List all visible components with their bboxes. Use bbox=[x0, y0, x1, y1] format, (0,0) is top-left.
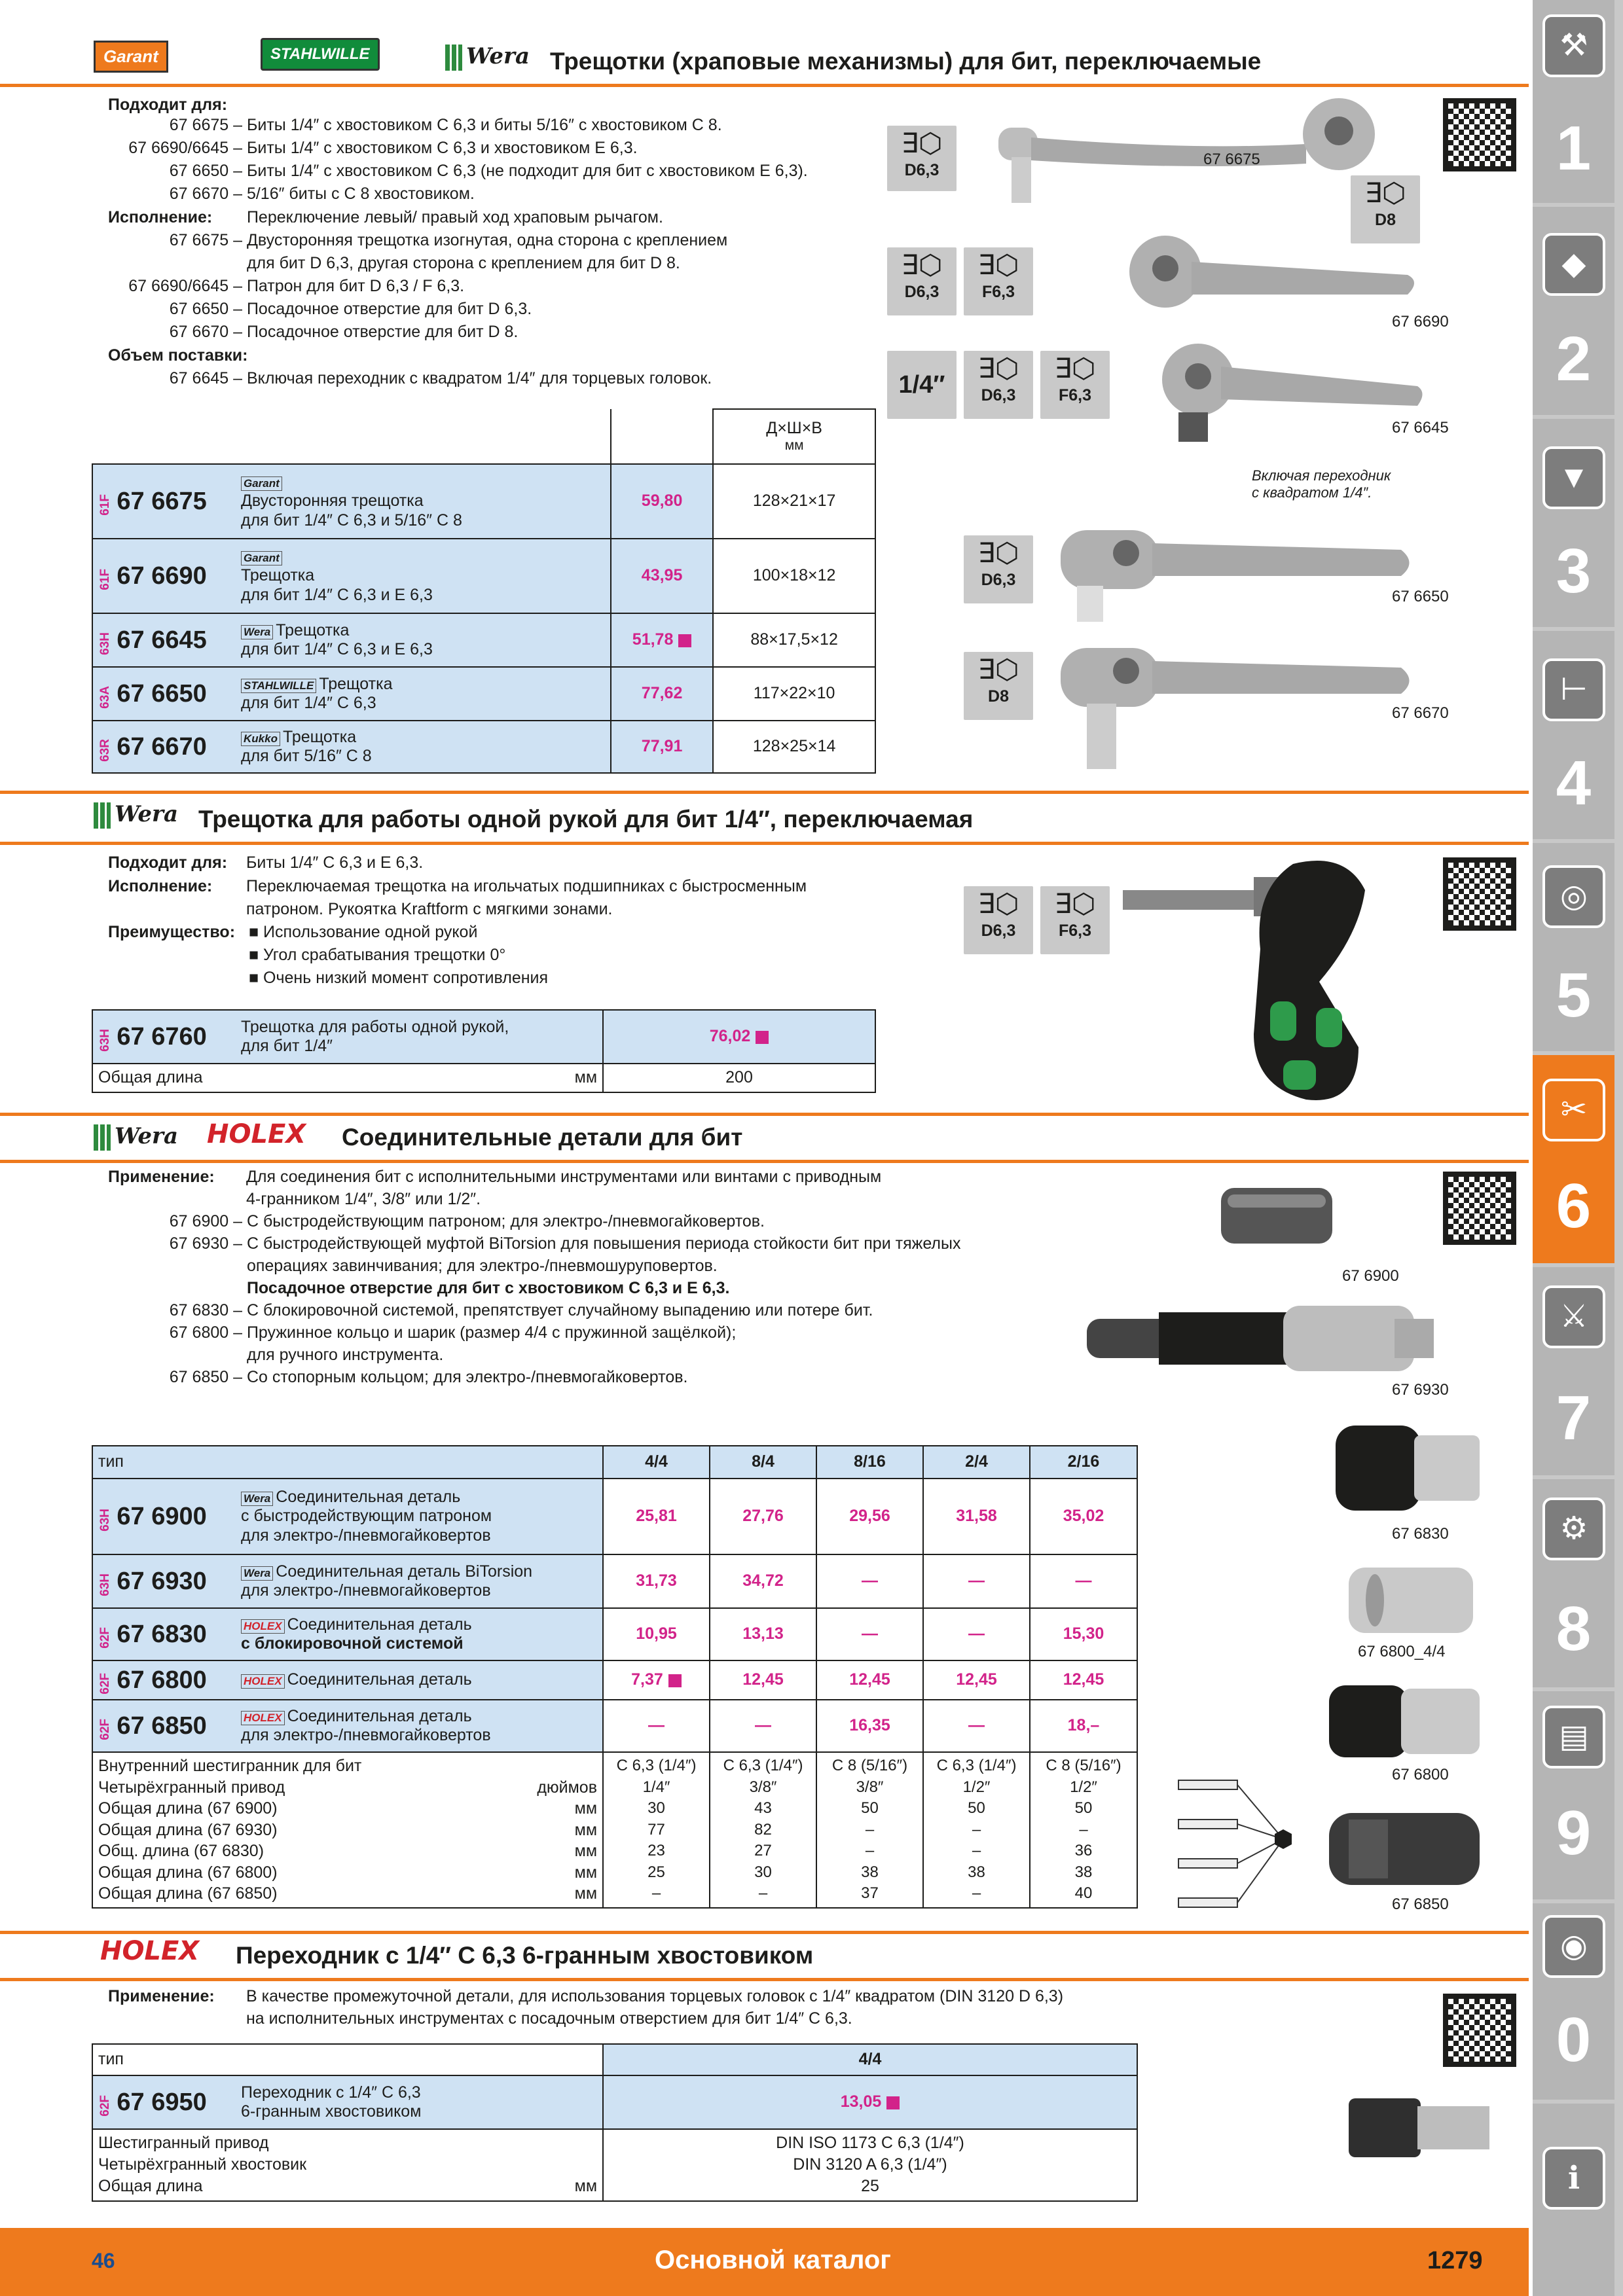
spec-label: Четырёхгранный привод дюймов bbox=[98, 1778, 597, 1797]
tab-number: 7 bbox=[1556, 1383, 1592, 1453]
price: 13,05 bbox=[603, 2075, 1137, 2129]
dim-header: Д×Ш×В bbox=[766, 418, 822, 437]
adapter-price-table bbox=[92, 2043, 1138, 2202]
price: — bbox=[1030, 1554, 1137, 1608]
dim-unit: мм bbox=[784, 438, 804, 454]
spec-label: Шестигранный привод bbox=[98, 2134, 269, 2152]
wera-logo: Wera bbox=[94, 1123, 178, 1151]
table-row: 62F 67 6850 HOLEX Соединительная деталь для электро-/пневмогайковертов — — 16,35 — 18,– bbox=[92, 1700, 1137, 1752]
tool-board-icon: ⚙ bbox=[1542, 1498, 1605, 1560]
price: 76,02 bbox=[603, 1010, 875, 1064]
qr-code[interactable] bbox=[1443, 1172, 1516, 1245]
bit-code-badge: ∃⬡ F6,3 bbox=[1040, 351, 1110, 419]
spec-label: Общая длина (67 6900) мм bbox=[98, 1799, 597, 1818]
product-label: 67 6830 bbox=[1392, 1525, 1449, 1543]
article-number: 67 6850 bbox=[117, 1712, 207, 1740]
price: 51,78 bbox=[611, 613, 713, 667]
price: 43,95 bbox=[611, 539, 713, 613]
garant-logo: Garant bbox=[94, 41, 168, 73]
app-line: для ручного инструмента. bbox=[246, 1346, 444, 1364]
execution-label: Исполнение: bbox=[108, 877, 213, 895]
fits-text: Биты 1/4″ C 6,3 и E 6,3. bbox=[246, 853, 424, 872]
spec-label: Общая длина мм bbox=[98, 2177, 597, 2195]
price: — bbox=[816, 1608, 923, 1660]
size-header: 8/16 bbox=[816, 1446, 923, 1479]
tab-number: 2 bbox=[1556, 324, 1592, 394]
app-line-bold: Посадочное отверстие для бит с хвостовиком C 6,3 и E 6,3. bbox=[246, 1279, 730, 1297]
type-label: тип bbox=[92, 1446, 603, 1479]
app-text: В качестве промежуточной детали, для использования торцевых головок с 1/4″ квадратом (DIN 3120 D 6,3) bbox=[246, 1987, 1064, 2005]
connector-image bbox=[1221, 1178, 1339, 1250]
dims: 117×22×10 bbox=[713, 667, 875, 721]
section-divider bbox=[0, 842, 1529, 845]
holder-icon: ▼ bbox=[1542, 446, 1605, 509]
brand-logo: Kukko bbox=[241, 732, 280, 746]
saw-blade-icon: ◎ bbox=[1542, 865, 1605, 928]
wrench-screwdriver-icon: ✂ bbox=[1542, 1079, 1605, 1141]
price: — bbox=[816, 1554, 923, 1608]
article-number: 67 6950 bbox=[117, 2088, 207, 2116]
tab-number: 1 bbox=[1556, 113, 1592, 183]
app-line: 67 6930 – С быстродействующей муфтой BiTorsion для повышения периода стойкости бит при тяжелых bbox=[169, 1234, 961, 1253]
section-divider bbox=[0, 791, 1529, 794]
table-row: 62F 67 6830 HOLEX Соединительная деталь с блокировочной системой 10,95 13,13 — — 15,30 bbox=[92, 1608, 1137, 1660]
product-label: 67 6800 bbox=[1392, 1766, 1449, 1784]
price: 31,73 bbox=[603, 1554, 710, 1608]
article-number: 67 6830 bbox=[117, 1620, 207, 1648]
size-header: 4/4 bbox=[603, 2044, 1137, 2075]
fits-line: 67 6670 – 5/16″ биты с C 8 хвостовиком. bbox=[169, 185, 475, 203]
price: 59,80 bbox=[611, 464, 713, 539]
connector-image bbox=[1329, 1682, 1486, 1761]
connector-price-table bbox=[92, 1445, 1138, 1909]
price: — bbox=[603, 1700, 710, 1752]
price: 12,45 bbox=[923, 1660, 1030, 1700]
section-divider bbox=[0, 1978, 1529, 1981]
pliers-icon: ⚔ bbox=[1542, 1285, 1605, 1348]
app-text: на исполнительных инструментах с посадочным отверстием для бит 1/4″ C 6,3. bbox=[246, 2009, 852, 2028]
safety-goggles-icon: ◉ bbox=[1542, 1915, 1605, 1978]
price: — bbox=[710, 1700, 816, 1752]
bit-code-badge: 1/4″ bbox=[887, 351, 957, 419]
spec-value: 25 bbox=[861, 2177, 879, 2195]
section-divider bbox=[0, 1160, 1529, 1163]
tab-number: 4 bbox=[1556, 748, 1592, 818]
section-divider bbox=[0, 84, 1529, 87]
bit-code-badge: ∃⬡ D6,3 bbox=[964, 351, 1033, 419]
spec-value: 200 bbox=[603, 1064, 875, 1092]
advantage-item: ■ Очень низкий момент сопротивления bbox=[249, 969, 549, 987]
tab-number: 0 bbox=[1556, 2005, 1592, 2075]
app-line: 67 6850 – Со стопорным кольцом; для электро-/пневмогайковертов. bbox=[169, 1368, 688, 1386]
advantage-item: ■ Использование одной рукой bbox=[249, 923, 478, 941]
product-label: 67 6900 bbox=[1342, 1267, 1399, 1285]
holex-logo: HOLEX bbox=[100, 1936, 200, 1966]
tab-number: 6 bbox=[1556, 1171, 1592, 1241]
product-label: 67 6690 bbox=[1392, 313, 1449, 331]
qr-code[interactable] bbox=[1443, 98, 1516, 171]
exec-text: патроном. Рукоятка Kraftform с мягкими зонами. bbox=[246, 900, 613, 918]
net-price-marker bbox=[668, 1674, 682, 1687]
spec-label: Общая длина (67 6850) мм bbox=[98, 1884, 597, 1903]
connector-image bbox=[1087, 1296, 1440, 1381]
onehand-price-table bbox=[92, 1009, 876, 1093]
app-text: 4-гранником 1/4″, 3/8″ или 1/2″. bbox=[246, 1190, 481, 1208]
brand-logo: Wera bbox=[241, 1492, 273, 1506]
brand-logo: STAHLWILLE bbox=[241, 679, 316, 693]
connector-image bbox=[1336, 1419, 1486, 1517]
net-price-marker bbox=[886, 2096, 900, 2109]
price: 10,95 bbox=[603, 1608, 710, 1660]
size-header: 4/4 bbox=[603, 1446, 710, 1479]
table-row: 63H 67 6900 Wera Соединительная деталь с быстродействующим патроном для электро-/пневмогайковертов 25,81 27,76 29,56 31,58 35,02 bbox=[92, 1479, 1137, 1554]
bit-code-badge: ∃⬡ D6,3 bbox=[964, 535, 1033, 603]
bit-code-badge: ∃⬡ D6,3 bbox=[887, 247, 957, 315]
application-label: Применение: bbox=[108, 1987, 215, 2005]
price: 12,45 bbox=[710, 1660, 816, 1700]
price: 77,91 bbox=[611, 721, 713, 773]
wera-logo: Wera bbox=[445, 43, 530, 71]
price: 15,30 bbox=[1030, 1608, 1137, 1660]
exec-text: Переключаемая трещотка на игольчатых подшипниках с быстросменным bbox=[246, 877, 807, 895]
brand-logo: HOLEX bbox=[241, 1674, 285, 1689]
table-row: 62F 67 6950 Переходник с 1/4″ C 6,3 6-гранным хвостовиком 13,05 bbox=[92, 2075, 1137, 2129]
price: 16,35 bbox=[816, 1700, 923, 1752]
brand-logo: Garant bbox=[241, 551, 282, 565]
article-number: 67 6675 bbox=[117, 487, 207, 515]
dims: 100×18×12 bbox=[713, 539, 875, 613]
fits-label: Подходит для: bbox=[108, 96, 228, 114]
drill-icon: ⚒ bbox=[1542, 14, 1605, 77]
advantage-item: ■ Угол срабатывания трещотки 0° bbox=[249, 946, 506, 964]
product-label: 67 6800_4/4 bbox=[1358, 1643, 1446, 1660]
section-divider bbox=[0, 1931, 1529, 1934]
price: 77,62 bbox=[611, 667, 713, 721]
execution-label: Исполнение: bbox=[108, 208, 213, 226]
size-header: 2/4 bbox=[923, 1446, 1030, 1479]
application-label: Применение: bbox=[108, 1168, 215, 1186]
price: 31,58 bbox=[923, 1479, 1030, 1554]
wera-logo: Wera bbox=[94, 801, 178, 829]
ratchet-image bbox=[1048, 524, 1427, 628]
article-number: 67 6760 bbox=[117, 1022, 207, 1050]
spec-block: Внутренний шестигранник для бит Четырёхгранный привод дюймов Общая длина (67 6900) мм Общая длина (67 6930) мм Общ. длина (67 6830) мм Общая длина (67 6800) мм Общая длина (67 6850) мм C 6,3 (1/4″) 1/4″ 30 77 23 25 – C 6,3 (1/4″) 3/8″ 43 82 27 30 – C 8 (5/16″) 3/8″ 50 – – 38 37 C 6,3 (1/4″) 1/2″ 50 – – 38 – C 8 (5/16″) 1/2″ 50 – 36 38 40 bbox=[92, 1752, 1137, 1908]
supply-line: 67 6645 – Включая переходник с квадратом 1/4″ для торцевых головок. bbox=[169, 369, 712, 387]
connector-image bbox=[1329, 1806, 1486, 1892]
connector-image bbox=[1349, 1564, 1480, 1636]
onehand-ratchet-image bbox=[1123, 851, 1437, 1113]
section-title-adapter: Переходник с 1/4″ C 6,3 6-гранным хвостовиком bbox=[236, 1942, 814, 1969]
price: 29,56 bbox=[816, 1479, 923, 1554]
bit-code-badge: ∃⬡ D6,3 bbox=[964, 886, 1033, 954]
price: — bbox=[923, 1554, 1030, 1608]
table-row: 63H 67 6645 Wera Трещотка для бит 1/4″ C 6,3 и E 6,3 51,78 88×17,5×12 bbox=[92, 613, 875, 667]
exec-line: 67 6690/6645 – Патрон для бит D 6,3 / F 6,3. bbox=[128, 277, 465, 295]
table-row: 63R 67 6670 Kukko Трещотка для бит 5/16″ C 8 77,91 128×25×14 bbox=[92, 721, 875, 773]
size-header: 2/16 bbox=[1030, 1446, 1137, 1479]
price: 18,– bbox=[1030, 1700, 1137, 1752]
price: 12,45 bbox=[1030, 1660, 1137, 1700]
catalog-name: Основной каталог bbox=[655, 2246, 891, 2274]
spec-value: DIN 3120 A 6,3 (1/4″) bbox=[793, 2155, 947, 2174]
section-title-ratchets: Трещотки (храповые механизмы) для бит, переключаемые bbox=[550, 48, 1262, 75]
spec-label: Внутренний шестигранник для бит bbox=[98, 1757, 362, 1775]
ratchet-image bbox=[1149, 340, 1431, 452]
app-line: 67 6900 – С быстродействующим патроном; для электро-/пневмогайковертов. bbox=[169, 1212, 765, 1230]
tab-number: 3 bbox=[1556, 536, 1592, 606]
fits-line: 67 6690/6645 – Биты 1/4″ с хвостовиком C 6,3 и хвостовиком E 6,3. bbox=[128, 139, 638, 157]
spec-value: DIN ISO 1173 C 6,3 (1/4″) bbox=[776, 2134, 964, 2152]
table-row: 61F 67 6675 Garant Двусторонняя трещотка для бит 1/4″ C 6,3 и 5/16″ C 8 59,80 128×21×17 bbox=[92, 464, 875, 539]
supply-label: Объем поставки: bbox=[108, 346, 248, 365]
article-number: 67 6930 bbox=[117, 1567, 207, 1595]
section-title-connectors: Соединительные детали для бит bbox=[342, 1124, 743, 1151]
app-text: Для соединения бит с исполнительными инструментами или винтами с приводным bbox=[246, 1168, 882, 1186]
fits-line: 67 6650 – Биты 1/4″ с хвостовиком C 6,3 (не подходит для бит с хвостовиком E 6,3). bbox=[169, 162, 808, 180]
cabinet-icon: ▤ bbox=[1542, 1706, 1605, 1768]
bit-code-badge: ∃⬡ F6,3 bbox=[1040, 886, 1110, 954]
spec-unit: мм bbox=[574, 1068, 597, 1087]
brand-logo: HOLEX bbox=[241, 1711, 285, 1725]
app-line: операциях завинчивания; для электро-/пневмошуруповертов. bbox=[246, 1257, 718, 1275]
ratchet-image bbox=[992, 98, 1411, 216]
article-number: 67 6900 bbox=[117, 1502, 207, 1530]
adapter-image bbox=[1349, 2092, 1493, 2164]
caliper-icon: ⊢ bbox=[1542, 658, 1605, 721]
price: — bbox=[923, 1608, 1030, 1660]
article-number: 67 6690 bbox=[117, 562, 207, 590]
product-label: 67 6650 bbox=[1392, 588, 1449, 605]
tab-number: 9 bbox=[1556, 1798, 1592, 1868]
article-number: 67 6800 bbox=[117, 1666, 207, 1694]
ratchet-image bbox=[1048, 641, 1427, 779]
article-number: 67 6650 bbox=[117, 679, 207, 708]
article-number: 67 6645 bbox=[117, 626, 207, 654]
table-row: 63A 67 6650 STAHLWILLE Трещотка для бит 1/4″ C 6,3 77,62 117×22×10 bbox=[92, 667, 875, 721]
ratchet-price-table bbox=[92, 408, 876, 774]
qr-code[interactable] bbox=[1443, 857, 1516, 931]
dims: 128×21×17 bbox=[713, 464, 875, 539]
table-row: 63H 67 6930 Wera Соединительная деталь BiTorsion для электро-/пневмогайковертов 31,73 34,72 — — — bbox=[92, 1554, 1137, 1608]
price: 34,72 bbox=[710, 1554, 816, 1608]
spec-label: Общая длина (67 6800) мм bbox=[98, 1863, 597, 1882]
spec-label: Четырёхгранный хвостовик bbox=[98, 2155, 307, 2174]
table-row: 63H 67 6760 Трещотка для работы одной рукой, для бит 1/4″ 76,02 bbox=[92, 1010, 875, 1064]
dims: 128×25×14 bbox=[713, 721, 875, 773]
holex-logo: HOLEX bbox=[207, 1119, 306, 1149]
brand-logo: Wera bbox=[241, 625, 273, 639]
type-label: тип bbox=[92, 2044, 603, 2075]
product-label: 67 6670 bbox=[1392, 704, 1449, 722]
bit-code-badge: ∃⬡ D8 bbox=[1351, 175, 1420, 243]
bit-code-badge: ∃⬡ D6,3 bbox=[887, 126, 957, 191]
bit-code-badge: ∃⬡ F6,3 bbox=[964, 247, 1033, 315]
spec-block bbox=[92, 2129, 1137, 2201]
brand-logo: Garant bbox=[241, 476, 282, 491]
price: — bbox=[923, 1700, 1030, 1752]
section-divider bbox=[0, 1113, 1529, 1116]
table-row: 61F 67 6690 Garant Трещотка для бит 1/4″ C 6,3 и E 6,3 43,95 100×18×12 bbox=[92, 539, 875, 613]
product-label: 67 6850 bbox=[1392, 1895, 1449, 1913]
tab-number: 5 bbox=[1556, 960, 1592, 1030]
info-icon: i bbox=[1542, 2147, 1605, 2210]
dims: 88×17,5×12 bbox=[713, 613, 875, 667]
fits-label: Подходит для: bbox=[108, 853, 228, 872]
net-price-marker bbox=[756, 1031, 769, 1044]
insert-icon: ◆ bbox=[1542, 233, 1605, 296]
app-line: 67 6800 – Пружинное кольцо и шарик (размер 4/4 с пружинной защёлкой); bbox=[169, 1323, 737, 1342]
product-label: 67 6645 bbox=[1392, 419, 1449, 437]
exec-line: 67 6650 – Посадочное отверстие для бит D 6,3. bbox=[169, 300, 532, 318]
price: 27,76 bbox=[710, 1479, 816, 1554]
exec-line: 67 6675 – Двусторонняя трещотка изогнутая, одна сторона с креплением bbox=[169, 231, 728, 249]
exec-line: Переключение левый/ правый ход храповым рычагом. bbox=[246, 208, 663, 226]
app-line: 67 6830 – С блокировочной системой, препятствует случайному выпадению или потере бит. bbox=[169, 1301, 873, 1319]
advantage-label: Преимущество: bbox=[108, 923, 236, 941]
stahlwille-logo: STAHLWILLE bbox=[261, 38, 380, 71]
spec-label: Общая длина bbox=[98, 1068, 203, 1087]
price: 35,02 bbox=[1030, 1479, 1137, 1554]
exec-line: для бит D 6,3, другая сторона с креплением для бит D 8. bbox=[246, 254, 680, 272]
brand-logo: HOLEX bbox=[241, 1619, 285, 1634]
section-title-onehand: Трещотка для работы одной рукой для бит 1/4″, переключаемая bbox=[198, 806, 974, 833]
spec-label: Общ. длина (67 6830) мм bbox=[98, 1842, 597, 1860]
product-label: 67 6675 bbox=[1203, 151, 1260, 168]
price: 25,81 bbox=[603, 1479, 710, 1554]
net-price-marker bbox=[678, 634, 691, 647]
price: 7,37 bbox=[603, 1660, 710, 1700]
price: 12,45 bbox=[816, 1660, 923, 1700]
brand-logo: Wera bbox=[241, 1566, 273, 1581]
adapter-note: Включая переходник с квадратом 1/4″. bbox=[1252, 467, 1391, 501]
bit-diagram bbox=[1172, 1767, 1303, 1918]
page-number-left: 46 bbox=[92, 2249, 115, 2272]
ratchet-image bbox=[1113, 236, 1427, 321]
article-number: 67 6670 bbox=[117, 732, 207, 761]
spec-label: Общая длина (67 6930) мм bbox=[98, 1820, 597, 1839]
product-label: 67 6930 bbox=[1392, 1381, 1449, 1399]
price: 13,13 bbox=[710, 1608, 816, 1660]
table-row: 62F 67 6800 HOLEX Соединительная деталь 7,37 12,45 12,45 12,45 12,45 bbox=[92, 1660, 1137, 1700]
exec-line: 67 6670 – Посадочное отверстие для бит D 8. bbox=[169, 323, 519, 341]
bit-code-badge: ∃⬡ D8 bbox=[964, 652, 1033, 720]
fits-line: 67 6675 – Биты 1/4″ с хвостовиком C 6,3 и биты 5/16″ с хвостовиком C 8. bbox=[169, 116, 722, 134]
page-number-right: 1279 bbox=[1427, 2247, 1483, 2274]
size-header: 8/4 bbox=[710, 1446, 816, 1479]
tab-number: 8 bbox=[1556, 1594, 1592, 1664]
qr-code[interactable] bbox=[1443, 1994, 1516, 2067]
